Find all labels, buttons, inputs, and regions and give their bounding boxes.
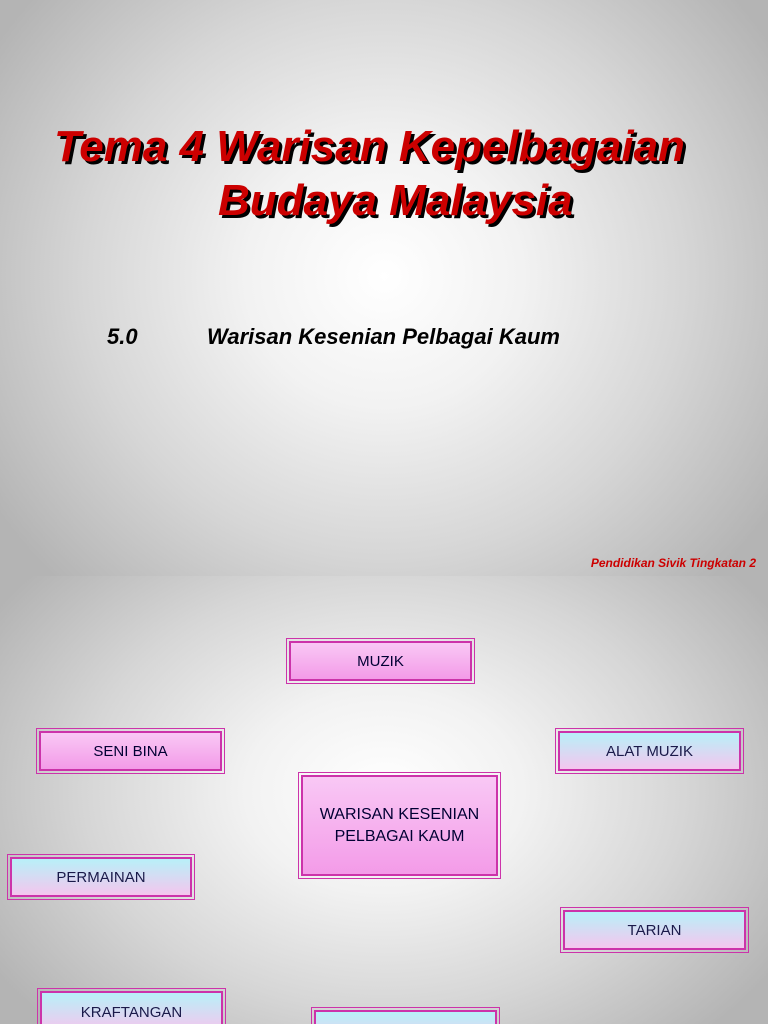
node-alat-muzik — [558, 731, 741, 771]
node-alat-muzik-label: ALAT MUZIK — [606, 742, 693, 760]
node-center-line-2: PELBAGAI KAUM — [334, 827, 465, 845]
subtitle-text: Warisan Kesenian Pelbagai Kaum — [207, 324, 560, 349]
node-kraftangan-label: KRAFTANGAN — [80, 1003, 183, 1021]
node-tarian — [563, 910, 746, 950]
slide-footer: Pendidikan Sivik Tingkatan 2 — [590, 556, 756, 570]
title-line-2: Budaya Malaysia — [218, 176, 573, 225]
node-permainan — [10, 857, 192, 897]
node-bottom — [314, 1010, 497, 1024]
node-kraftangan — [40, 991, 223, 1024]
title-line-1: Tema 4 Warisan Kepelbagaian — [54, 122, 685, 171]
subtitle-number: 5.0 — [107, 324, 138, 349]
node-muzik-label: MUZIK — [357, 652, 404, 670]
node-tarian-label: TARIAN — [627, 921, 682, 939]
node-center — [301, 775, 498, 876]
slide-mind-map — [0, 576, 768, 1024]
node-seni-bina — [39, 731, 222, 771]
node-center-line-1: WARISAN KESENIAN — [319, 805, 480, 823]
node-muzik — [289, 641, 472, 681]
node-seni-bina-label: SENI BINA — [93, 742, 168, 760]
node-permainan-label: PERMAINAN — [56, 868, 146, 886]
